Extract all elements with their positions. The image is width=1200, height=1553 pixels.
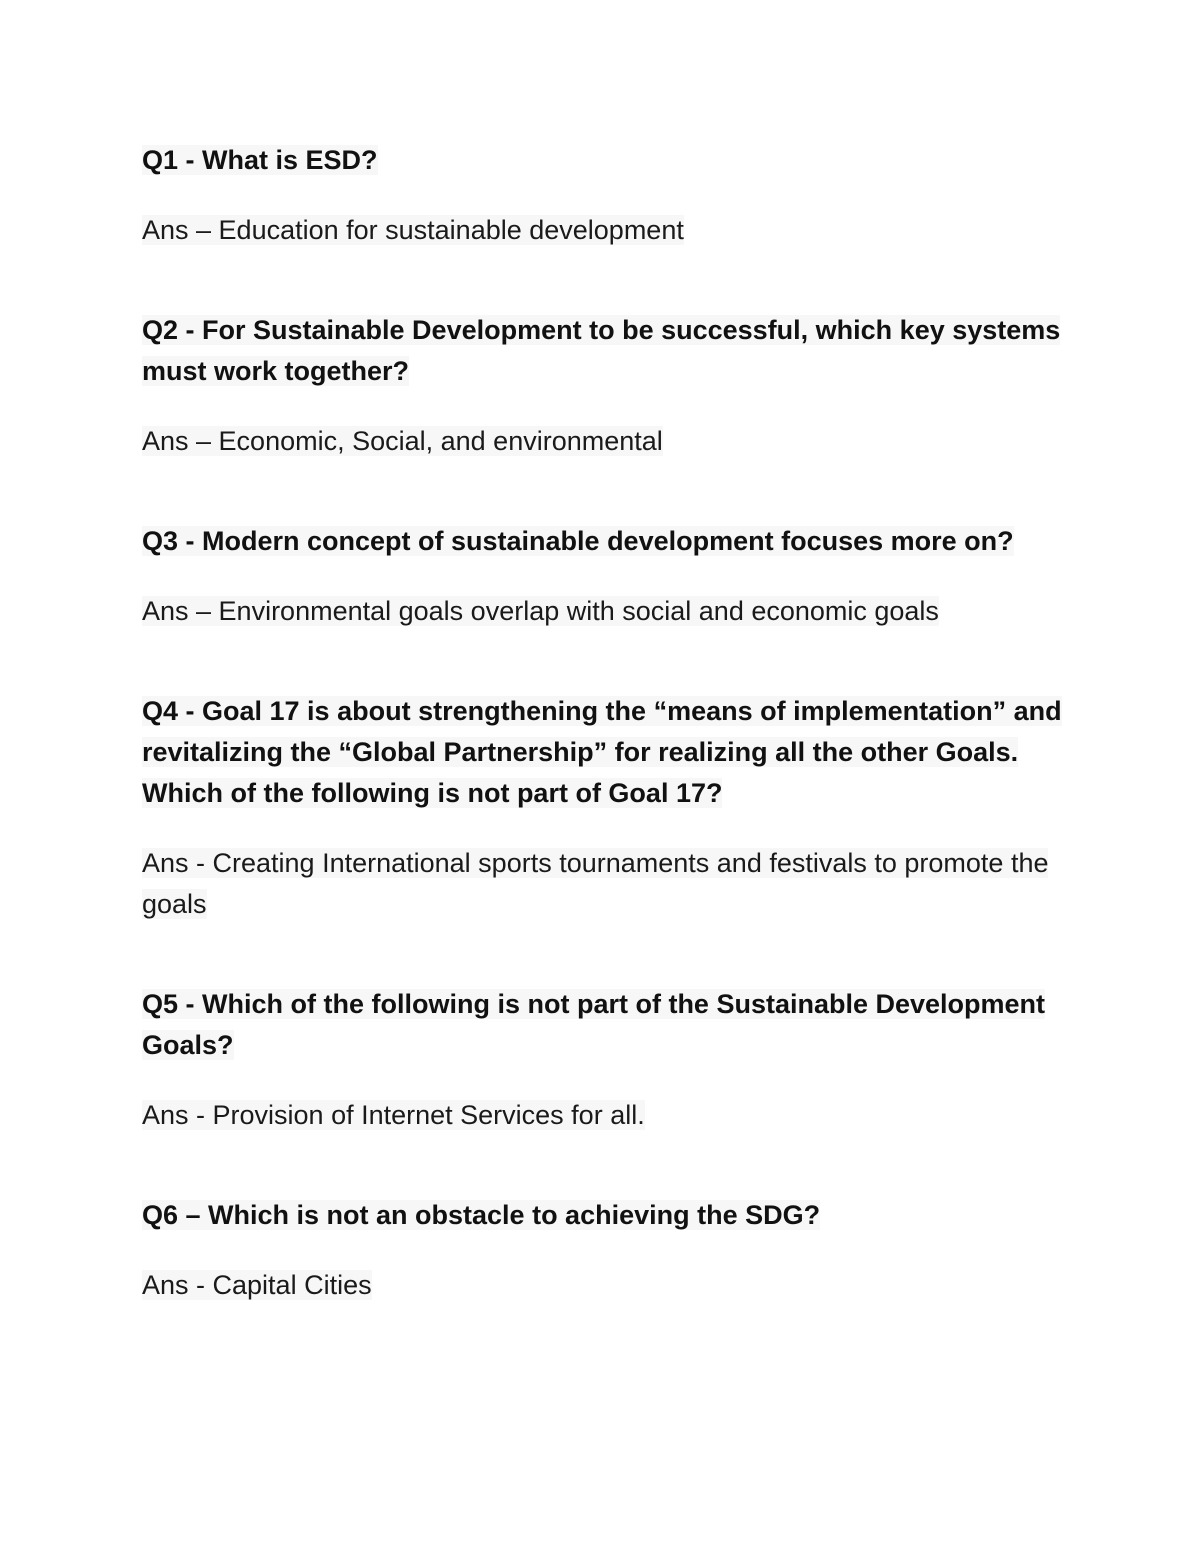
qa-item-1	[142, 140, 1062, 251]
qa-item-4	[142, 691, 1062, 925]
answer-4: Ans - Creating International sports tournaments and festivals to promote the goals	[142, 848, 1049, 919]
question-4: Q4 - Goal 17 is about strengthening the “means of implementation” and revitalizing the “Global Partnership” for realizing all the other Goals. Which of the following is not part of Goal 17?	[142, 696, 1062, 808]
question-2: Q2 - For Sustainable Development to be successful, which key systems must work together?	[142, 315, 1061, 386]
answer-6: Ans - Capital Cities	[142, 1270, 372, 1300]
answer-3: Ans – Environmental goals overlap with social and economic goals	[142, 596, 939, 626]
answer-5: Ans - Provision of Internet Services for all.	[142, 1100, 645, 1130]
document-page	[142, 140, 1062, 1306]
answer-2: Ans – Economic, Social, and environmental	[142, 426, 663, 456]
qa-item-3	[142, 521, 1062, 632]
qa-item-6	[142, 1195, 1062, 1306]
qa-item-2	[142, 310, 1062, 462]
question-3: Q3 - Modern concept of sustainable development focuses more on?	[142, 526, 1014, 556]
answer-1: Ans – Education for sustainable development	[142, 215, 684, 245]
question-1: Q1 - What is ESD?	[142, 145, 378, 175]
qa-item-5	[142, 984, 1062, 1136]
question-6: Q6 – Which is not an obstacle to achieving the SDG?	[142, 1200, 821, 1230]
question-5: Q5 - Which of the following is not part of the Sustainable Development Goals?	[142, 989, 1046, 1060]
